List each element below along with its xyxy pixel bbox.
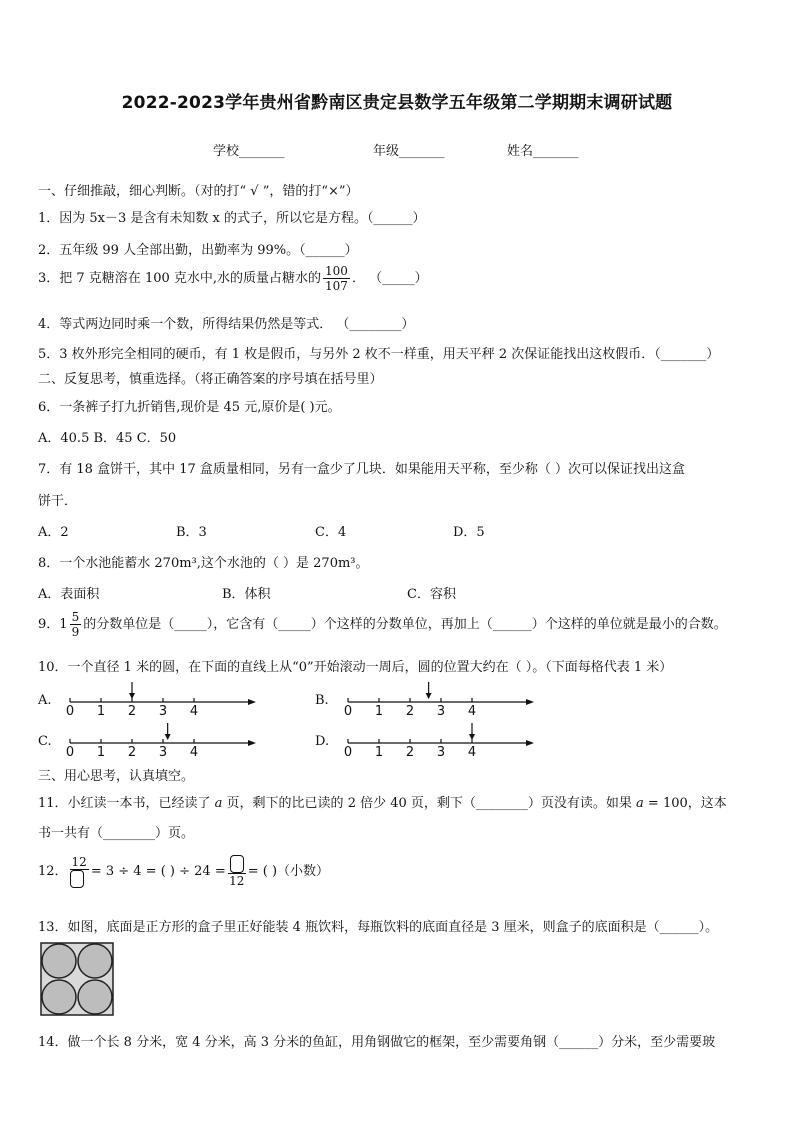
tick-label: 4 [467, 745, 477, 760]
section-3-heading: 三、用心思考，认真填空。 [38, 769, 195, 784]
grade-field[interactable]: 年级_______ [373, 144, 445, 159]
section-2-heading: 二、反复思考，慎重选择。（将正确答案的序号填在括号里） [38, 372, 383, 387]
fraction-denominator: 9 [71, 625, 80, 639]
position-arrowhead [129, 693, 135, 699]
fraction-denominator: 12 [229, 874, 245, 888]
question-1: 1．因为 5x－3 是含有未知数 x 的式子，所以它是方程。（______） [38, 211, 426, 226]
tick-label: 3 [158, 745, 168, 760]
fraction-denominator: 107 [325, 279, 348, 293]
page-title: 2022-2023学年贵州省黔南区贵定县数学五年级第二学期期末调研试题 [121, 93, 673, 113]
name-field[interactable]: 姓名_______ [507, 144, 579, 159]
fraction-2 [228, 855, 246, 888]
option-a: A．表面积 [38, 587, 100, 602]
section-1-heading: 一、仔细推敲，细心判断。（对的打“ √ ”，错的打“×”） [38, 184, 359, 199]
tick-label: 1 [374, 704, 384, 719]
tick-label: 2 [127, 745, 137, 760]
tick-label: 1 [374, 745, 384, 760]
question-12 [38, 855, 329, 888]
question-11: 11．小红读一本书，已经读了 𝑎 页，剩下的比已读的 2 倍少 40 页，剩下（________）页没有读。如果 𝑎 = 100，这本 [38, 796, 727, 811]
equation-end: = ( )（小数） [247, 864, 330, 879]
tick-label: 3 [436, 745, 446, 760]
equation-middle: = 3 ÷ 4 = ( ) ÷ 24 = [90, 864, 226, 879]
option-c: C．4 [315, 525, 347, 540]
question-9-number: 9． [38, 617, 60, 632]
number-line-a [62, 680, 262, 720]
question-13: 13．如图，底面是正方形的盒子里正好能装 4 瓶饮料，每瓶饮料的底面直径是 3 厘米，则盒子的底面积是（______）。 [38, 920, 719, 935]
option-b: B．体积 [222, 587, 271, 602]
fraction-numerator: 5 [71, 610, 80, 624]
bottles-in-box-figure [40, 942, 114, 1016]
tick-label: 2 [405, 704, 415, 719]
tick-label: 1 [96, 745, 106, 760]
axis-arrowhead [248, 699, 256, 705]
tick-label: 4 [189, 704, 199, 719]
fraction-numerator: 100 [325, 264, 348, 278]
position-arrowhead [165, 734, 171, 740]
position-arrowhead [469, 734, 475, 740]
option-c: C．容积 [407, 587, 456, 602]
tick-label: 2 [127, 704, 137, 719]
number-line-b [340, 680, 540, 720]
tick-label: 1 [96, 704, 106, 719]
school-field[interactable]: 学校_______ [213, 144, 285, 159]
option-a-label: A. [38, 693, 52, 708]
question-5: 5．3 枚外形完全相同的硬币，有 1 枚是假币，与另外 2 枚不一样重，用天平秤 2 次保证能找出这枚假币．（_______） [38, 347, 720, 362]
question-9 [38, 610, 727, 639]
option-c-label: C. [38, 734, 52, 749]
option-d-label: D. [315, 734, 330, 749]
question-9-fraction [70, 610, 82, 639]
question-4: 4．等式两边同时乘一个数，所得结果仍然是等式． （________） [38, 317, 415, 332]
question-2: 2．五年级 99 人全部出勤，出勤率为 99%。（______） [38, 243, 358, 258]
tick-label: 4 [467, 704, 477, 719]
question-12-number: 12． [38, 864, 68, 879]
option-b: B．3 [176, 525, 207, 540]
tick-label: 3 [436, 704, 446, 719]
question-6-options: A．40.5 B．45 C．50 [38, 431, 177, 446]
number-line-c [62, 721, 262, 761]
number-line-d [340, 721, 540, 761]
axis-arrowhead [526, 740, 534, 746]
question-10: 10．一个直径 1 米的圆，在下面的直线上从“0”开始滚动一周后，圆的位置大约在（ ）。（下面每格代表 1 米） [38, 660, 673, 675]
option-b-label: B. [315, 693, 329, 708]
question-9-text: 的分数单位是（_____），它含有（_____）个这样的分数单位，再加上（______）个这样的单位就是最小的合数。 [83, 617, 727, 632]
question-3-text: 3．把 7 克糖溶在 100 克水中,水的质量占糖水的 [38, 271, 322, 286]
question-7-cont: 饼干． [38, 494, 78, 509]
question-7: 7．有 18 盒饼干，其中 17 盒质量相同，另有一盒少了几块．如果能用天平称，至少称（ ）次可以保证找出这盒 [38, 462, 686, 477]
option-a: A．2 [38, 525, 69, 540]
tick-label: 0 [343, 704, 353, 719]
tick-label: 0 [65, 745, 75, 760]
tick-label: 0 [65, 704, 75, 719]
question-14: 14．做一个长 8 分米，宽 4 分米，高 3 分米的鱼缸，用角钢做它的框架，至少需要角钢（______）分米，至少需要玻 [38, 1035, 716, 1050]
tick-label: 4 [189, 745, 199, 760]
mixed-number-whole: 1 [59, 617, 68, 632]
question-8: 8．一个水池能蓄水 270m³,这个水池的（ ）是 270m³。 [38, 556, 369, 571]
blank-numerator[interactable] [228, 855, 246, 874]
option-d: D．5 [453, 525, 485, 540]
question-11-cont: 书一共有（________）页。 [38, 826, 195, 841]
question-3 [38, 264, 428, 293]
question-3-answer: ． （_____） [351, 271, 428, 286]
fraction-1 [70, 855, 89, 888]
tick-label: 0 [343, 745, 353, 760]
position-arrowhead [426, 693, 432, 699]
axis-arrowhead [248, 740, 256, 746]
question-3-fraction [323, 264, 350, 293]
axis-arrowhead [526, 699, 534, 705]
tick-label: 2 [405, 745, 415, 760]
question-6: 6．一条裤子打九折销售,现价是 45 元,原价是( )元。 [38, 400, 341, 415]
blank-denominator[interactable] [70, 870, 89, 888]
tick-label: 3 [158, 704, 168, 719]
fraction-numerator: 12 [71, 855, 87, 869]
